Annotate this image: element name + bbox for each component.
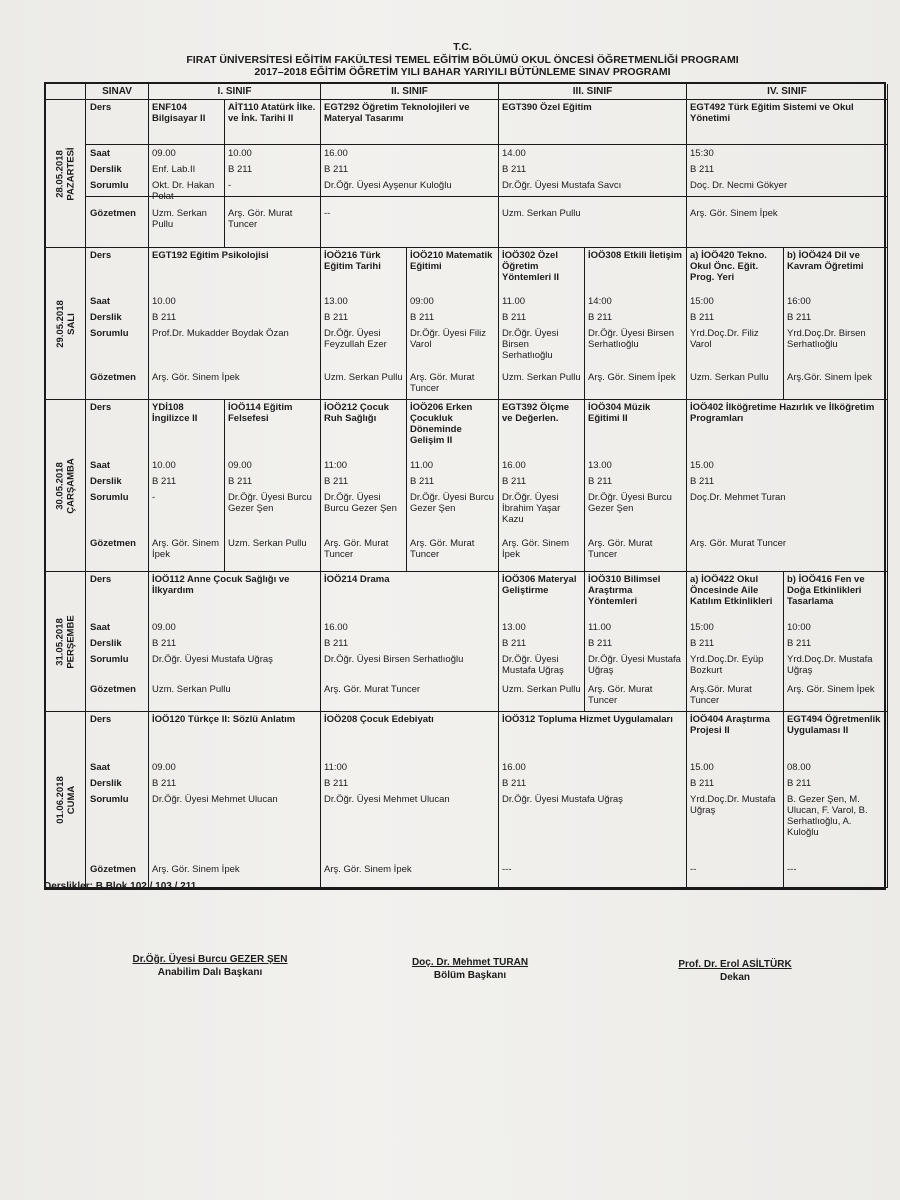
exam-room: B 211 [502,638,527,649]
exam-cell [321,712,499,888]
exam-room: B 211 [787,638,812,649]
label-ders: Ders [90,574,112,585]
exam-instructor: Yrd.Doç.Dr. Filiz Varol [690,328,759,350]
exam-time: 16.00 [324,622,348,633]
exam-cell [687,712,784,888]
exam-instructor: Dr.Öğr. Üyesi Mustafa Uğraş [502,654,564,676]
course-name: İOÖ216 Türk Eğitim Tarihi [324,250,381,272]
label-column [86,100,149,248]
exam-room: B 211 [228,476,253,487]
course-name: İOÖ312 Topluma Hizmet Uygulamaları [502,714,673,725]
exam-time: 10:00 [787,622,811,633]
exam-cell [784,248,888,400]
exam-schedule-sheet [30,30,895,1200]
exam-time: 09.00 [152,622,176,633]
row-divider [86,196,148,197]
exam-time: 16.00 [502,460,526,471]
exam-proctor: Uzm. Serkan Pullu [502,372,581,383]
exam-time: 11:00 [324,762,348,773]
row-divider [321,144,498,145]
exam-cell [321,400,407,572]
course-name: EGT492 Türk Eğitim Sistemi ve Okul Yönetimi [690,102,854,124]
course-name: ENF104 Bilgisayar II [152,102,206,124]
course-name: İOÖ302 Özel Öğretim Yöntemleri II [502,250,560,283]
course-name: İOÖ404 Araştırma Projesi II [690,714,770,736]
col-sinav: SINAV [86,84,149,100]
row-divider [225,144,320,145]
exam-room: B 211 [324,312,349,323]
exam-time: 11.00 [410,460,434,471]
day-date: 30.05.2018 [54,461,66,510]
exam-cell [499,248,585,400]
exam-instructor: Dr.Öğr. Üyesi Burcu Gezer Şen [324,492,397,514]
exam-time: 14:00 [588,296,612,307]
exam-cell [225,400,321,572]
row-divider [499,196,686,197]
exam-proctor: Arş. Gör. Murat Tuncer [324,684,421,695]
exam-instructor: Doç.Dr. Mehmet Turan [690,492,786,503]
label-saat: Saat [90,762,111,773]
day-date: 29.05.2018 [54,299,66,348]
exam-instructor: Dr.Öğr. Üyesi Birsen Serhatlıoğlu [324,654,464,665]
exam-room: B 211 [690,638,715,649]
exam-cell [784,712,888,888]
row-divider [149,196,224,197]
course-name: EGT494 Öğretmenlik Uygulaması II [787,714,881,736]
label-column [86,248,149,400]
exam-proctor: Arş. Gör. Murat Tuncer [410,372,475,394]
exam-time: 14.00 [502,148,526,159]
exam-proctor: Arş. Gör. Sinem İpek [502,538,570,560]
row-divider [499,144,686,145]
exam-proctor: Arş. Gör. Murat Tuncer [588,684,653,706]
header-tc: T.C. [453,41,472,53]
exam-time: 16.00 [324,148,348,159]
exam-cell [321,248,407,400]
exam-time: 08.00 [787,762,811,773]
exam-room: B 211 [690,476,715,487]
row-divider [86,144,148,145]
exam-cell [499,100,687,248]
exam-time: 11:00 [324,460,348,471]
exam-room: B 211 [787,312,812,323]
label-sorumlu: Sorumlu [90,654,129,665]
row-divider [687,196,887,197]
exam-instructor: Dr.Öğr. Üyesi Burcu Gezer Şen [228,492,312,514]
exam-time: 09:00 [410,296,434,307]
course-name: EGT390 Özel Eğitim [502,102,592,113]
exam-instructor: Prof.Dr. Mukadder Boydak Özan [152,328,289,339]
course-name: EGT392 Ölçme ve Değerlen. [502,402,570,424]
exam-proctor: Arş.Gör. Sinem İpek [787,372,873,383]
exam-room: B 211 [324,638,349,649]
exam-instructor: Dr.Öğr. Üyesi Mustafa Uğraş [152,654,273,665]
exam-room: B 211 [787,778,812,789]
exam-time: 15.00 [690,762,714,773]
exam-proctor: -- [690,864,697,875]
course-name: İOÖ206 Erken Çocukluk Döneminde Gelişim II [410,402,473,446]
exam-instructor: B. Gezer Şen, M. Ulucan, F. Varol, B. Serhatlıoğlu, A. Kuloğlu [787,794,868,838]
exam-time: 11.00 [502,296,526,307]
exam-time: 15:30 [690,148,714,159]
label-ders: Ders [90,102,112,113]
day-cell [46,400,86,572]
exam-proctor: --- [502,864,512,875]
exam-proctor: Arş.Gör. Murat Tuncer [690,684,752,706]
exam-cell [407,248,499,400]
exam-room: B 211 [502,312,527,323]
exam-instructor: Dr.Öğr. Üyesi Ayşenur Kuloğlu [324,180,452,191]
day-date: 28.05.2018 [54,149,66,198]
exam-room: B 211 [690,778,715,789]
label-gozetmen: Gözetmen [90,684,136,695]
exam-time: 09.00 [152,148,176,159]
course-name: İOÖ114 Eğitim Felsefesi [228,402,293,424]
exam-instructor: Yrd.Doç.Dr. Birsen Serhatlıoğlu [787,328,866,350]
day-name: PERŞEMBE [65,614,77,669]
exam-cell [149,100,225,248]
exam-room: Enf. Lab.II [152,164,196,175]
exam-proctor: Uzm. Serkan Pullu [228,538,307,549]
exam-instructor: Dr.Öğr. Üyesi Burcu Gezer Şen [588,492,672,514]
exam-time: 15:00 [690,296,714,307]
label-ders: Ders [90,250,112,261]
label-saat: Saat [90,296,111,307]
exam-instructor: - [152,492,156,503]
day-label [55,147,77,200]
course-name: İOÖ308 Etkili İletişim [588,250,682,261]
signature-name: Dr.Öğr. Üyesi Burcu GEZER ŞEN [132,954,288,965]
label-saat: Saat [90,622,111,633]
exam-cell [687,100,888,248]
day-cell [46,712,86,888]
exam-instructor: Dr.Öğr. Üyesi Mehmet Ulucan [324,794,450,805]
exam-room: B 211 [324,164,349,175]
exam-proctor: Uzm. Serkan Pullu [502,208,581,219]
signature-department-head [100,953,320,979]
exam-instructor: Dr.Öğr. Üyesi Mustafa Uğraş [502,794,623,805]
exam-proctor: Uzm. Serkan Pullu [502,684,581,695]
signature-title: Bölüm Başkanı [433,970,507,981]
exam-cell [687,248,784,400]
exam-proctor: -- [324,208,331,219]
exam-instructor: Dr.Öğr. Üyesi Mustafa Savcı [502,180,622,191]
exam-proctor: Arş. Gör. Murat Tuncer [410,538,475,560]
exam-proctor: Arş. Gör. Sinem İpek [588,372,676,383]
col-class-3: III. SINIF [499,84,687,100]
exam-instructor: Dr.Öğr. Üyesi Mustafa Uğraş [588,654,681,676]
course-name: İOÖ210 Matematik Eğitimi [410,250,493,272]
label-gozetmen: Gözetmen [90,538,136,549]
exam-proctor: Arş. Gör. Murat Tuncer [228,208,293,230]
row-divider [687,144,887,145]
corner-cell [46,84,86,100]
exam-room: B 211 [410,476,435,487]
exam-proctor: Uzm. Serkan Pullu [324,372,403,383]
exam-instructor: Dr.Öğr. Üyesi İbrahim Yaşar Kazu [502,492,561,525]
exam-room: B 211 [690,312,715,323]
exam-room: B 211 [324,476,349,487]
header-university: FIRAT ÜNİVERSİTESİ EĞİTİM FAKÜLTESİ TEMEL EĞİTİM BÖLÜMÜ OKUL ÖNCESİ ÖĞRETMENLİĞİ PROGRAMI [186,54,739,66]
col-class-4: IV. SINIF [687,84,888,100]
exam-room: B 211 [502,476,527,487]
label-derslik: Derslik [90,164,122,175]
day-label [55,615,77,668]
exam-cell [149,248,321,400]
course-name: İOÖ304 Müzik Eğitimi II [588,402,651,424]
exam-proctor: Arş. Gör. Murat Tuncer [588,538,653,560]
day-name: ÇARŞAMBA [65,457,77,514]
label-gozetmen: Gözetmen [90,208,136,219]
label-saat: Saat [90,460,111,471]
exam-room: B 211 [588,476,613,487]
exam-proctor: Uzm. Serkan Pullu [152,684,231,695]
label-derslik: Derslik [90,638,122,649]
exam-instructor: Okt. Dr. Hakan Polat [152,180,215,202]
exam-cell [784,572,888,712]
signature-name: Prof. Dr. Erol ASİLTÜRK [678,959,792,970]
col-class-1: I. SINIF [149,84,321,100]
exam-cell [149,572,321,712]
exam-room: B 211 [588,312,613,323]
exam-proctor: --- [787,864,797,875]
day-cell [46,100,86,248]
exam-time: 15.00 [690,460,714,471]
course-name: YDİ108 İngilizce II [152,402,198,424]
exam-proctor: Arş. Gör. Sinem İpek [152,538,220,560]
exam-cell [687,572,784,712]
course-name: İOÖ310 Bilimsel Araştırma Yöntemleri [588,574,661,607]
day-cell [46,248,86,400]
label-column [86,400,149,572]
exam-instructor: - [228,180,232,191]
exam-cell [321,100,499,248]
course-name: İOÖ306 Materyal Geliştirme [502,574,577,596]
row-divider [225,196,320,197]
day-label [55,458,77,513]
exam-time: 13.00 [502,622,526,633]
classrooms-note: Derslikler: B Blok 102 / 103 / 211 [44,881,197,892]
course-name: İOÖ208 Çocuk Edebiyatı [324,714,434,725]
label-sorumlu: Sorumlu [90,328,129,339]
exam-time: 09.00 [152,762,176,773]
exam-time: 10.00 [152,460,176,471]
exam-time: 13.00 [324,296,348,307]
schedule-table [44,82,886,890]
exam-room: B 211 [502,164,527,175]
course-name: İOÖ120 Türkçe II: Sözlü Anlatım [152,714,296,725]
exam-instructor: Dr.Öğr. Üyesi Birsen Serhatlıoğlu [502,328,559,361]
exam-time: 10.00 [152,296,176,307]
exam-instructor: Yrd.Doç.Dr. Mustafa Uğraş [787,654,873,676]
exam-room: B 211 [588,638,613,649]
label-gozetmen: Gözetmen [90,372,136,383]
signature-name: Doç. Dr. Mehmet TURAN [411,957,529,968]
exam-proctor: Arş. Gör. Murat Tuncer [690,538,787,549]
label-ders: Ders [90,402,112,413]
course-name: EGT192 Eğitim Psikolojisi [152,250,269,261]
exam-instructor: Dr.Öğr. Üyesi Feyzullah Ezer [324,328,387,350]
label-column [86,712,149,888]
course-name: İOÖ212 Çocuk Ruh Sağlığı [324,402,389,424]
label-sorumlu: Sorumlu [90,492,129,503]
exam-cell [585,248,687,400]
row-divider [321,196,498,197]
exam-proctor: Arş. Gör. Sinem İpek [152,864,240,875]
course-name: İOÖ402 İlköğretime Hazırlık ve İlköğretim Programları [690,402,875,424]
label-sorumlu: Sorumlu [90,180,129,191]
signature-chair [370,956,570,982]
exam-room: B 211 [152,312,177,323]
exam-instructor: Dr.Öğr. Üyesi Burcu Gezer Şen [410,492,494,514]
exam-cell [499,400,585,572]
row-divider [149,144,224,145]
exam-proctor: Arş. Gör. Sinem İpek [690,208,778,219]
day-label [55,300,77,348]
exam-proctor: Uzm. Serkan Pullu [690,372,769,383]
course-name: EGT292 Öğretim Teknolojileri ve Materyal Tasarımı [324,102,470,124]
exam-cell [687,400,888,572]
exam-room: B 211 [152,476,177,487]
exam-room: B 211 [152,778,177,789]
exam-room: B 211 [690,164,715,175]
label-derslik: Derslik [90,312,122,323]
exam-room: B 211 [410,312,435,323]
exam-room: B 211 [228,164,253,175]
course-name: a) İOÖ420 Tekno. Okul Önc. Eğit. Prog. Yeri [690,250,767,283]
label-saat: Saat [90,148,111,159]
exam-cell [321,572,499,712]
day-date: 31.05.2018 [54,617,66,666]
day-date: 01.06.2018 [54,775,66,824]
label-ders: Ders [90,714,112,725]
label-derslik: Derslik [90,476,122,487]
exam-cell [149,400,225,572]
exam-proctor: Arş. Gör. Sinem İpek [787,684,875,695]
exam-cell [225,100,321,248]
label-derslik: Derslik [90,778,122,789]
course-name: b) İOÖ416 Fen ve Doğa Etkinlikleri Tasarlama [787,574,865,607]
exam-time: 15:00 [690,622,714,633]
exam-time: 13.00 [588,460,612,471]
exam-cell [499,712,687,888]
exam-room: B 211 [152,638,177,649]
exam-instructor: Dr.Öğr. Üyesi Mehmet Ulucan [152,794,278,805]
exam-instructor: Doç. Dr. Necmi Gökyer [690,180,788,191]
exam-instructor: Dr.Öğr. Üyesi Filiz Varol [410,328,487,350]
exam-proctor: Arş. Gör. Sinem İpek [324,864,412,875]
exam-proctor: Arş. Gör. Sinem İpek [152,372,240,383]
course-name: a) İOÖ422 Okul Öncesinde Aile Katılım Etkinlikleri [690,574,773,607]
exam-instructor: Yrd.Doç.Dr. Mustafa Uğraş [690,794,776,816]
label-sorumlu: Sorumlu [90,794,129,805]
day-cell [46,572,86,712]
exam-time: 16.00 [502,762,526,773]
course-name: AİT110 Atatürk İlke. ve İnk. Tarihi II [228,102,316,124]
day-name: CUMA [65,785,77,814]
course-name: b) İOÖ424 Dil ve Kavram Öğretimi [787,250,864,272]
day-label [55,776,77,824]
exam-cell [499,572,585,712]
exam-cell [585,572,687,712]
exam-time: 16:00 [787,296,811,307]
exam-room: B 211 [502,778,527,789]
exam-proctor: Arş. Gör. Murat Tuncer [324,538,389,560]
label-column [86,572,149,712]
exam-time: 11.00 [588,622,612,633]
exam-time: 09.00 [228,460,252,471]
course-name: İOÖ214 Drama [324,574,390,585]
exam-cell [149,712,321,888]
exam-cell [585,400,687,572]
signature-title: Dekan [719,972,750,983]
course-name: İOÖ112 Anne Çocuk Sağlığı ve İlkyardım [152,574,290,596]
exam-instructor: Yrd.Doç.Dr. Eyüp Bozkurt [690,654,764,676]
label-gozetmen: Gözetmen [90,864,136,875]
exam-cell [407,400,499,572]
exam-time: 10.00 [228,148,252,159]
day-name: PAZARTESİ [65,146,77,201]
signature-title: Anabilim Dalı Başkanı [157,967,263,978]
col-class-2: II. SINIF [321,84,499,100]
exam-room: B 211 [324,778,349,789]
signature-dean [635,958,835,984]
header-title: 2017–2018 EĞİTİM ÖĞRETİM YILI BAHAR YARIYILI BÜTÜNLEME SINAV PROGRAMI [254,66,671,78]
exam-proctor: Uzm. Serkan Pullu [152,208,207,230]
day-name: SALI [65,312,77,335]
exam-instructor: Dr.Öğr. Üyesi Birsen Serhatlıoğlu [588,328,675,350]
